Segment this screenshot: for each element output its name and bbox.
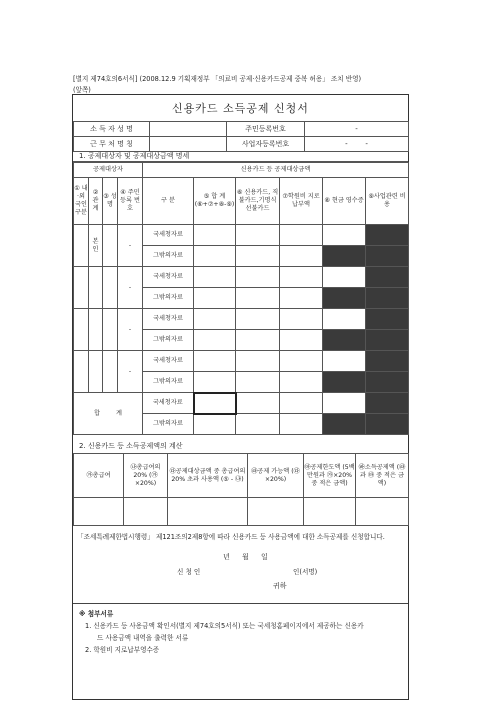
type-other: 그밖의자료 bbox=[143, 330, 194, 351]
type-other: 그밖의자료 bbox=[143, 288, 194, 309]
type-nts: 국세청자료 bbox=[143, 351, 194, 372]
calc-salary-20pct: ㉯총급여의 20% (㉮×20%) bbox=[124, 454, 168, 498]
deduction-detail-table bbox=[73, 162, 409, 435]
table-row bbox=[74, 393, 409, 414]
col-cash-receipt: ⑧ 현금 영수증 bbox=[323, 178, 366, 225]
business-no-label: 사업자등록번호 bbox=[227, 137, 305, 152]
section1-title: 1. 공제대상자 및 공제대상금액 명세 bbox=[73, 151, 408, 162]
type-nts: 국세청자료 bbox=[143, 225, 194, 246]
resident-no-cell[interactable]: - bbox=[118, 225, 143, 267]
type-other: 그밖의자료 bbox=[143, 414, 194, 435]
form-reference: [별지 제74호의6서식] (2008.12.9 기획재정부 「의료비 공제·신용카드공제 중복 허용」 조치 반영) bbox=[73, 75, 362, 83]
applicant-line bbox=[177, 566, 377, 576]
col-nationality: ① 내·외 국인 구분 bbox=[74, 178, 89, 225]
year-label: 년 bbox=[223, 553, 230, 561]
col-total: ⑤ 합 계 (⑥+⑦+⑧-⑨) bbox=[194, 178, 236, 225]
total-label: 합 계 bbox=[74, 393, 143, 435]
form-title: 신용카드 소득공제 신청서 bbox=[73, 95, 408, 122]
table-row: - 국세청자료 bbox=[74, 351, 409, 372]
col-tuition-giro: ⑦학원비 지로납부액 bbox=[280, 178, 323, 225]
shaded-cell bbox=[323, 246, 366, 267]
date-line bbox=[223, 552, 323, 562]
name-cell[interactable] bbox=[103, 225, 118, 267]
col-name: ③ 성명 bbox=[103, 178, 118, 225]
application-form bbox=[72, 94, 409, 700]
table-row: - 국세청자료 bbox=[74, 309, 409, 330]
attachments-title: ※ 첨부서류 bbox=[79, 610, 114, 618]
form-header bbox=[73, 74, 433, 96]
attachment-item: 1. 신용카드 등 사용금액 확인서(별지 제74호의5서식) 또는 국세청홈페이지에서 제공하는 신용카 bbox=[85, 622, 364, 630]
resident-no-label: 주민등록번호 bbox=[227, 122, 305, 137]
attachments bbox=[73, 603, 408, 656]
addressee: 귀하 bbox=[273, 582, 287, 590]
attachment-item-cont: 드 사용금액 내역을 출력한 서류 bbox=[97, 634, 189, 642]
type-nts: 국세청자료 bbox=[143, 267, 194, 288]
income-name-label: 소 득 자 성 명 bbox=[74, 122, 150, 137]
shaded-cell bbox=[366, 393, 409, 414]
page-side: (앞쪽) bbox=[73, 86, 91, 94]
shaded-cell bbox=[366, 414, 409, 435]
shaded-cell bbox=[323, 288, 366, 309]
shaded-cell bbox=[366, 330, 409, 351]
calc-limit: ㉲공제한도액 (5백만원과 ㉮×20% 중 적은 금액) bbox=[304, 454, 356, 498]
type-other: 그밖의자료 bbox=[143, 246, 194, 267]
workplace-field[interactable] bbox=[150, 137, 227, 152]
table-row: - 국세청자료 bbox=[74, 267, 409, 288]
business-no-field[interactable]: - - bbox=[305, 137, 409, 152]
type-nts: 국세청자료 bbox=[143, 393, 194, 414]
applicant-info-table bbox=[73, 121, 409, 152]
resident-no-field[interactable]: - bbox=[305, 122, 409, 137]
nationality-cell[interactable] bbox=[74, 225, 89, 267]
col-credit-card: ⑥ 신용카드, 직불카드,기명식 선불카드 bbox=[236, 178, 280, 225]
col-resident-no: ④ 주민등록 번호 bbox=[118, 178, 143, 225]
relation-self: 본 인 bbox=[89, 225, 103, 267]
shaded-cell bbox=[366, 246, 409, 267]
attachment-item: 2. 학원비 지로납부영수증 bbox=[85, 646, 160, 654]
shaded-cell bbox=[366, 309, 409, 330]
shaded-cell bbox=[323, 372, 366, 393]
shaded-cell bbox=[366, 351, 409, 372]
calc-excess-amount: ㉰공제대상금액 중 총급여의 20% 초과 사용액 (⑤ - ㉯) bbox=[168, 454, 248, 498]
shaded-cell bbox=[366, 288, 409, 309]
type-other: 그밖의자료 bbox=[143, 372, 194, 393]
col-business-cost: ⑨사업관련 비용 bbox=[366, 178, 409, 225]
shaded-cell bbox=[366, 225, 409, 246]
day-label: 일 bbox=[261, 553, 268, 561]
income-name-field[interactable] bbox=[150, 122, 227, 137]
type-nts: 국세청자료 bbox=[143, 309, 194, 330]
shaded-cell bbox=[323, 414, 366, 435]
calc-deduction: ㉳소득공제액 (㉱과 ㉲ 중 적은 금액) bbox=[356, 454, 409, 498]
shaded-cell bbox=[366, 267, 409, 288]
deduction-calc-table bbox=[73, 453, 409, 526]
applicant-label: 신 청 인 bbox=[177, 568, 201, 576]
shaded-cell bbox=[323, 330, 366, 351]
workplace-label: 근 무 처 명 칭 bbox=[74, 137, 150, 152]
section2-title: 2. 신용카드 등 소득공제액의 계산 bbox=[79, 442, 183, 450]
signature-label[interactable]: 인(서명) bbox=[293, 568, 318, 576]
calc-total-salary: ㉮총급여 bbox=[74, 454, 124, 498]
table-row bbox=[74, 498, 409, 526]
month-label: 월 bbox=[242, 553, 249, 561]
declaration-text: 「조세특례제한법시행령」 제121조의2제8항에 따라 신용카드 등 사용금액에 대한 소득공제를 신청합니다. bbox=[77, 533, 385, 541]
col-relation: ② 관 계 bbox=[89, 178, 103, 225]
group-subjects: 공제대상자 bbox=[74, 163, 143, 178]
calc-deductible: ㉱공제 가능액 (㉰×20%) bbox=[248, 454, 304, 498]
col-type: 구 분 bbox=[143, 178, 194, 225]
table-row bbox=[74, 225, 409, 246]
group-amounts: 신용카드 등 공제대상금액 bbox=[143, 163, 409, 178]
shaded-cell bbox=[366, 372, 409, 393]
